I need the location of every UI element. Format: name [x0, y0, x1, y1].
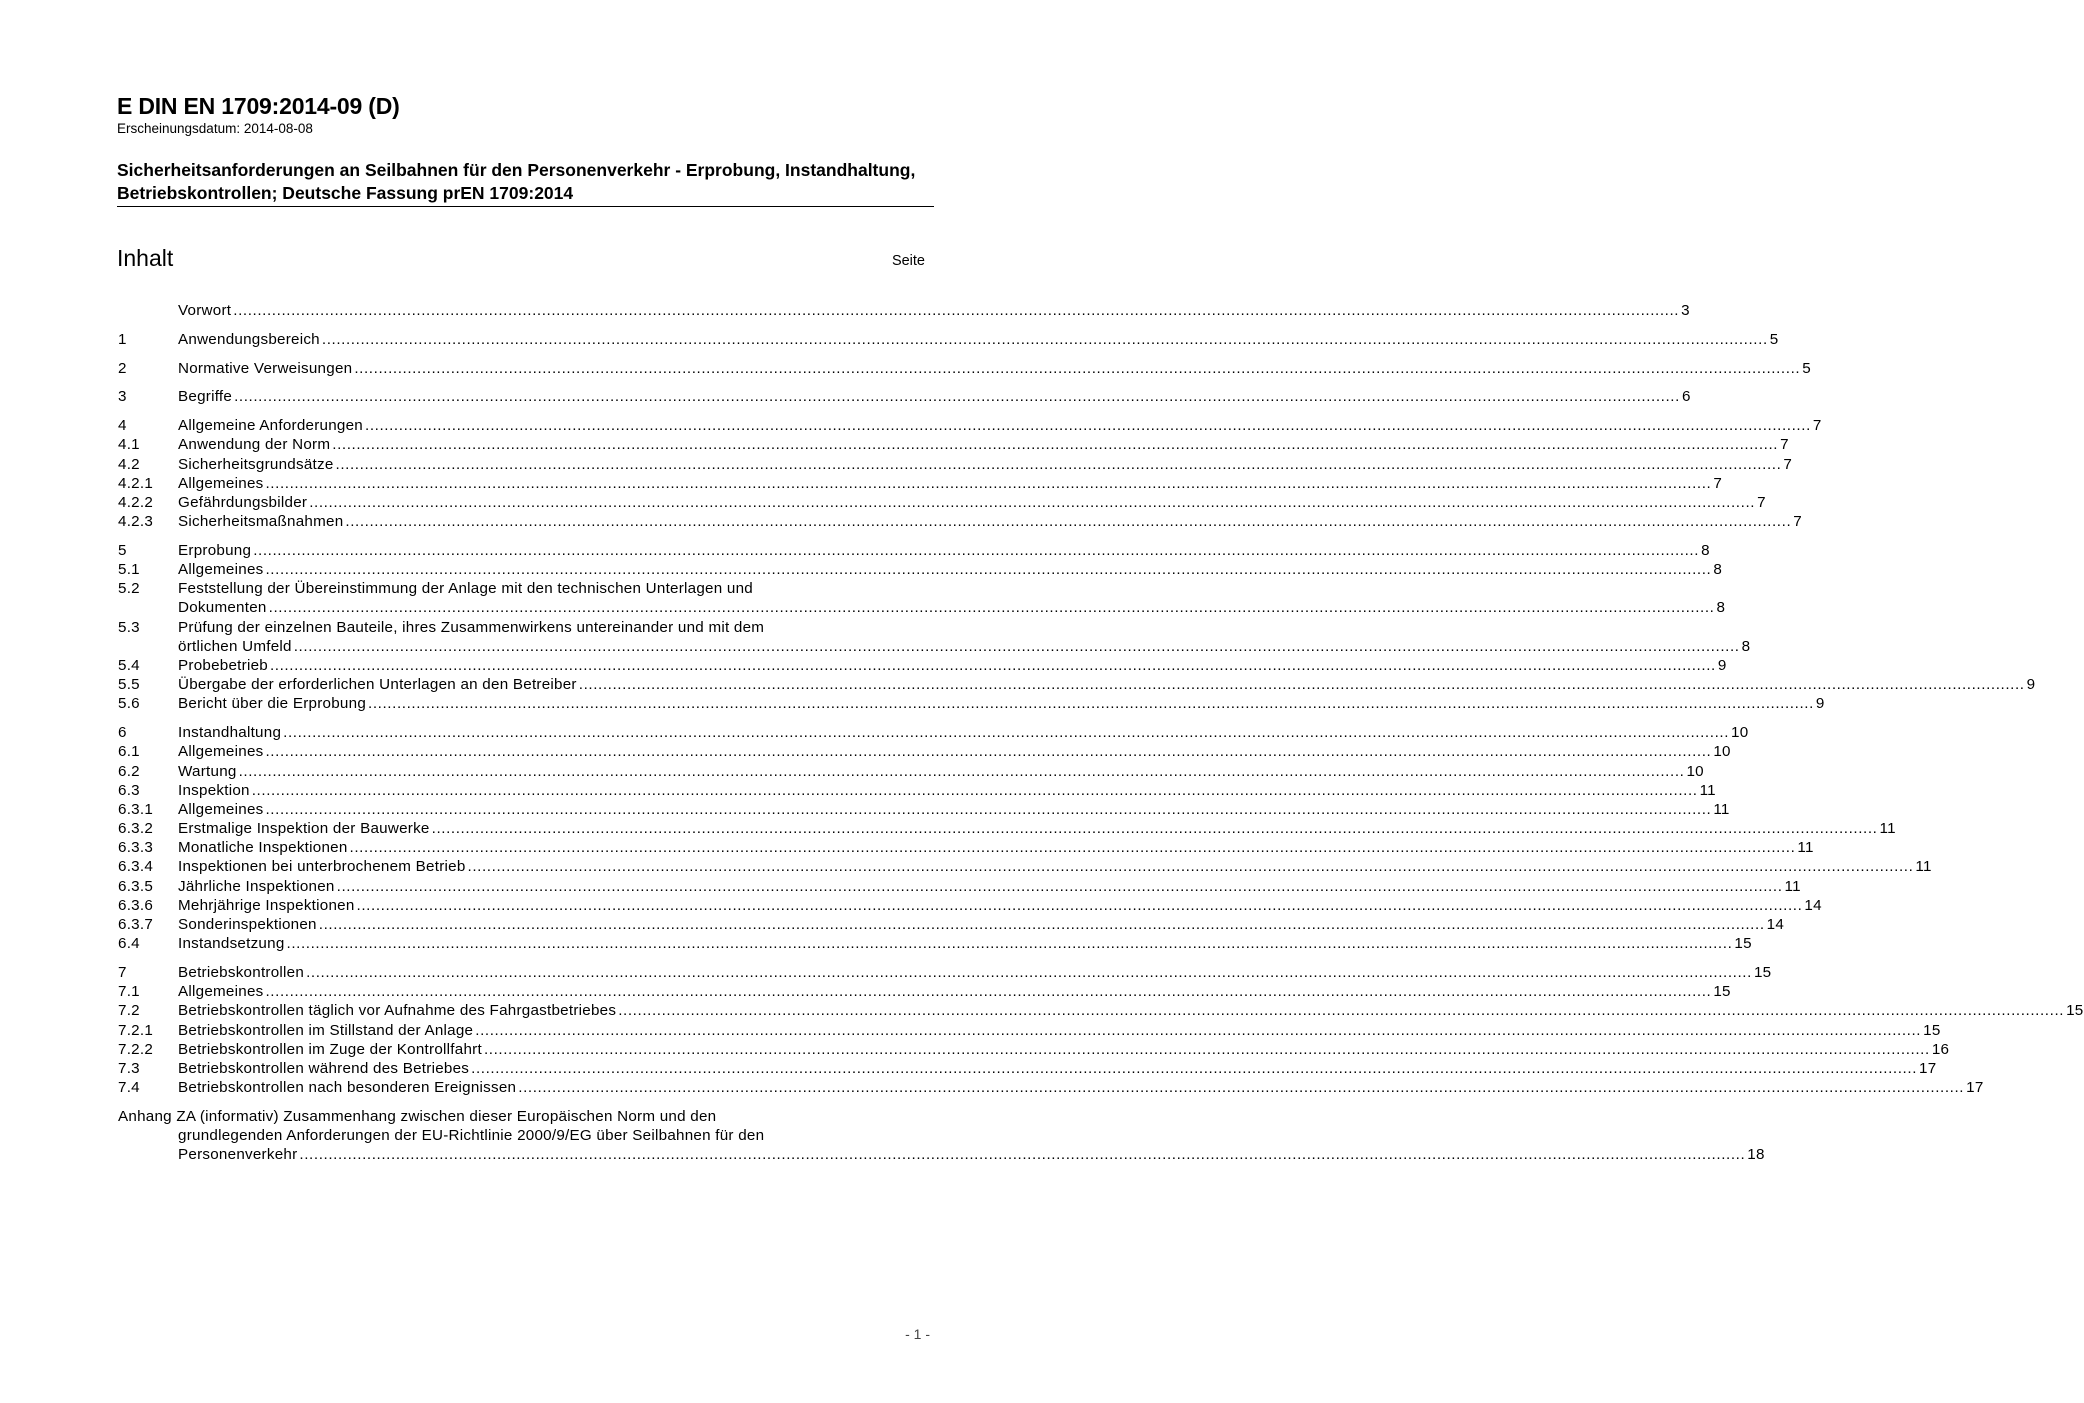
section-title: Jährliche Inspektionen — [178, 877, 335, 895]
section-title: Feststellung der Übereinstimmung der Anlage mit den technischen Unterlagen und — [178, 580, 754, 598]
section-page: 9 — [2026, 676, 2036, 694]
section-page: 5 — [1802, 359, 1811, 377]
dot-leader: ............................................................................................................................................................................................................................................................................................................ — [431, 820, 1878, 838]
section-number: 6.3.6 — [118, 896, 154, 914]
dot-leader: ............................................................................................................................................................................................................................................................................................................ — [335, 455, 1782, 473]
toc-group — [118, 301, 1690, 320]
section-title: Begriffe — [178, 388, 233, 406]
section-number: 5 — [118, 541, 127, 559]
section-title: Allgemeine Anforderungen — [178, 417, 364, 435]
section-title: Inspektionen bei unterbrochenem Betrieb — [178, 858, 466, 876]
section-title: Erprobung — [178, 541, 252, 559]
section-page: 7 — [1793, 513, 1802, 531]
dot-leader: ............................................................................................................................................................................................................................................................................................................ — [318, 916, 1765, 933]
toc-entry[interactable] — [118, 1001, 2084, 1020]
section-page: 10 — [1731, 724, 1749, 742]
section-number: 7 — [118, 963, 127, 981]
section-number: 5.2 — [118, 580, 140, 598]
section-page: 8 — [1713, 561, 1723, 579]
section-number: 5.5 — [118, 676, 140, 694]
section-number: 4.2.3 — [118, 513, 154, 531]
toc-heading: Inhalt — [117, 245, 174, 271]
dot-leader: ............................................................................................................................................................................................................................................................................................................ — [618, 1002, 2065, 1020]
dot-leader: ............................................................................................................................................................................................................................................................................................................ — [349, 839, 1796, 857]
dot-leader: ............................................................................................................................................................................................................................................................................................................ — [321, 330, 1768, 348]
section-number: 5.6 — [118, 695, 140, 713]
section-number: 6.3 — [118, 781, 140, 799]
toc-entry[interactable] — [118, 1078, 1984, 1097]
dot-leader: ............................................................................................................................................................................................................................................................................................................ — [299, 1146, 1746, 1164]
section-title: Sonderinspektionen — [178, 916, 317, 933]
toc-group — [118, 416, 1822, 531]
section-number: 7.2.1 — [118, 1021, 154, 1039]
section-page: 15 — [1713, 983, 1731, 1001]
section-title: Vorwort — [178, 302, 232, 319]
toc-entry[interactable] — [118, 857, 1932, 876]
toc-group — [118, 330, 1779, 349]
dot-leader: ............................................................................................................................................................................................................................................................................................................ — [234, 388, 1680, 406]
section-page: 6 — [1681, 388, 1691, 406]
section-page: 15 — [1753, 963, 1772, 981]
section-page: 7 — [1812, 417, 1822, 435]
section-number: 6 — [118, 724, 127, 742]
section-title: Allgemeines — [178, 743, 264, 761]
dot-leader: ............................................................................................................................................................................................................................................................................................................ — [269, 656, 1716, 674]
toc-entry-continuation[interactable] — [118, 598, 1726, 617]
section-number: 6.4 — [118, 935, 140, 953]
section-number: 4.1 — [118, 436, 140, 454]
section-page: 14 — [1766, 916, 1785, 933]
toc-entry[interactable] — [118, 781, 1716, 800]
section-page: 8 — [1701, 541, 1710, 559]
section-title: Betriebskontrollen — [178, 963, 305, 981]
dot-leader: ............................................................................................................................................................................................................................................................................................................ — [578, 676, 2025, 694]
section-title: Prüfung der einzelnen Bauteile, ihres Zusammenwirkens untereinander und mit dem — [178, 618, 765, 636]
dot-leader: ............................................................................................................................................................................................................................................................................................................ — [253, 541, 1700, 559]
toc-group — [118, 541, 2036, 714]
toc-entry[interactable] — [118, 387, 1691, 406]
dot-leader: ............................................................................................................................................................................................................................................................................................................ — [265, 474, 1712, 492]
toc-entry[interactable] — [118, 618, 930, 637]
section-number: 7.4 — [118, 1079, 140, 1097]
toc-group — [118, 963, 2084, 1097]
section-number: 7.2.2 — [118, 1040, 154, 1058]
section-title: Instandhaltung — [178, 724, 282, 742]
section-title: Betriebskontrollen im Zuge der Kontrollfahrt — [178, 1040, 482, 1058]
toc-group — [118, 387, 1691, 406]
section-title: Monatliche Inspektionen — [178, 839, 348, 857]
dot-leader: ............................................................................................................................................................................................................................................................................................................ — [518, 1079, 1965, 1097]
dot-leader: ............................................................................................................................................................................................................................................................................................................ — [265, 983, 1712, 1001]
section-page: 14 — [1804, 896, 1822, 914]
toc-entry[interactable] — [118, 934, 1752, 953]
section-page: 7 — [1783, 455, 1793, 473]
section-title: Bericht über die Erprobung — [178, 695, 367, 713]
section-title: Anwendungsbereich — [178, 330, 320, 348]
dot-leader: ............................................................................................................................................................................................................................................................................................................ — [286, 935, 1733, 953]
toc-annex[interactable] — [118, 1107, 1765, 1165]
dot-leader: ............................................................................................................................................................................................................................................................................................................ — [365, 417, 1811, 435]
section-title: Betriebskontrollen nach besonderen Ereignissen — [178, 1079, 517, 1097]
toc-entry[interactable] — [118, 1021, 1941, 1040]
section-title: Allgemeines — [178, 800, 264, 818]
section-number: 4.2 — [118, 455, 140, 473]
section-page: 11 — [1879, 820, 1896, 838]
section-number: 7.1 — [118, 983, 140, 1001]
section-number: 2 — [118, 359, 127, 377]
toc-entry[interactable] — [118, 541, 1710, 560]
document-title: E DIN EN 1709:2014-09 (D) — [117, 93, 400, 119]
section-title: Wartung — [178, 762, 237, 780]
toc-entry[interactable] — [118, 656, 1727, 675]
annex-line — [118, 1145, 1765, 1164]
section-page: 10 — [1713, 743, 1731, 761]
section-title: Gefährdungsbilder — [178, 493, 308, 511]
dot-leader: ............................................................................................................................................................................................................................................................................................................ — [309, 493, 1756, 511]
section-page: 3 — [1681, 302, 1690, 319]
annex-page: 18 — [1747, 1146, 1765, 1164]
dot-leader: ............................................................................................................................................................................................................................................................................................................ — [467, 858, 1914, 876]
section-number: 4 — [118, 417, 127, 435]
section-number: 6.1 — [118, 743, 140, 761]
section-title: Erstmalige Inspektion der Bauwerke — [178, 820, 430, 838]
section-number: 3 — [118, 388, 127, 406]
dot-leader: ............................................................................................................................................................................................................................................................................................................ — [268, 599, 1715, 617]
dot-leader: ............................................................................................................................................................................................................................................................................................................ — [265, 561, 1712, 579]
dot-leader: ............................................................................................................................................................................................................................................................................................................ — [306, 963, 1752, 981]
table-of-contents — [118, 301, 2084, 1164]
annex-title: grundlegenden Anforderungen der EU-Richtlinie 2000/9/EG über Seilbahnen für den — [178, 1127, 765, 1145]
annex-title: Personenverkehr — [178, 1146, 298, 1164]
toc-entry[interactable] — [118, 723, 1749, 742]
page-number: - 1 - — [905, 1326, 930, 1342]
dot-leader: ............................................................................................................................................................................................................................................................................................................ — [483, 1040, 1930, 1058]
section-number: 5.3 — [118, 618, 140, 636]
section-number — [118, 301, 178, 320]
dot-leader: ............................................................................................................................................................................................................................................................................................................ — [368, 695, 1814, 713]
annex-line — [118, 1126, 930, 1145]
section-page: 15 — [1734, 935, 1752, 953]
publication-date: Erscheinungsdatum: 2014-08-08 — [117, 121, 313, 136]
section-number: 6.3.4 — [118, 858, 154, 876]
toc-entry[interactable] — [118, 435, 1789, 454]
section-number: 7.3 — [118, 1059, 140, 1077]
section-page: 17 — [1919, 1059, 1937, 1077]
toc-entry[interactable] — [118, 493, 1766, 512]
title-rule — [117, 206, 934, 207]
section-title-continuation: örtlichen Umfeld — [178, 637, 292, 655]
toc-entry[interactable] — [118, 1040, 1950, 1059]
section-number: 6.3.7 — [118, 916, 154, 933]
toc-entry[interactable] — [118, 359, 1811, 378]
toc-entry[interactable] — [118, 877, 1801, 896]
toc-entry[interactable] — [118, 579, 930, 598]
section-title: Normative Verweisungen — [178, 359, 353, 377]
dot-leader: ............................................................................................................................................................................................................................................................................................................ — [265, 743, 1712, 761]
section-title: Probebetrieb — [178, 656, 268, 674]
toc-entry[interactable] — [118, 560, 1723, 579]
section-title: Sicherheitsmaßnahmen — [178, 513, 344, 531]
section-number: 6.3.1 — [118, 800, 154, 818]
dot-leader: ............................................................................................................................................................................................................................................................................................................ — [233, 302, 1680, 319]
dot-leader: ............................................................................................................................................................................................................................................................................................................ — [471, 1059, 1918, 1077]
section-page: 17 — [1966, 1079, 1984, 1097]
toc-entry[interactable] — [118, 896, 1822, 915]
section-number: 6.3.2 — [118, 820, 154, 838]
section-number: 4.2.2 — [118, 493, 154, 511]
section-title: Übergabe der erforderlichen Unterlagen an den Betreiber — [178, 676, 577, 694]
dot-leader: ............................................................................................................................................................................................................................................................................................................ — [475, 1021, 1922, 1039]
section-page: 8 — [1741, 637, 1751, 655]
toc-entry[interactable] — [118, 301, 1690, 320]
dot-leader: ............................................................................................................................................................................................................................................................................................................ — [356, 896, 1803, 914]
section-page: 7 — [1713, 474, 1723, 492]
section-title: Allgemeines — [178, 561, 264, 579]
section-number: 6.3.5 — [118, 877, 154, 895]
section-page: 7 — [1780, 436, 1789, 454]
toc-entry[interactable] — [118, 416, 1822, 435]
section-page: 11 — [1915, 858, 1932, 876]
section-title: Betriebskontrollen täglich vor Aufnahme des Fahrgastbetriebes — [178, 1002, 617, 1020]
toc-entry[interactable] — [118, 762, 1704, 781]
dot-leader: ............................................................................................................................................................................................................................................................................................................ — [336, 877, 1783, 895]
section-page: 8 — [1716, 599, 1726, 617]
section-number: 4.2.1 — [118, 474, 154, 492]
section-title: Anwendung der Norm — [178, 436, 331, 454]
section-page: 9 — [1815, 695, 1825, 713]
section-number: 5.4 — [118, 656, 140, 674]
dot-leader: ............................................................................................................................................................................................................................................................................................................ — [332, 436, 1779, 454]
toc-entry[interactable] — [118, 455, 1793, 474]
toc-entry[interactable] — [118, 963, 1772, 982]
toc-entry[interactable] — [118, 838, 1814, 857]
dot-leader: ............................................................................................................................................................................................................................................................................................................ — [345, 513, 1792, 531]
toc-entry[interactable] — [118, 742, 1731, 761]
section-page: 7 — [1757, 493, 1766, 511]
section-page: 11 — [1784, 877, 1801, 895]
toc-entry[interactable] — [118, 512, 1802, 531]
toc-entry[interactable] — [118, 1059, 1937, 1078]
annex-line — [118, 1107, 930, 1126]
section-title: Allgemeines — [178, 983, 264, 1001]
toc-entry[interactable] — [118, 330, 1779, 349]
section-number: 7.2 — [118, 1002, 140, 1020]
page-column-label: Seite — [891, 253, 925, 269]
dot-leader: ............................................................................................................................................................................................................................................................................................................ — [283, 724, 1730, 742]
section-title: Betriebskontrollen im Stillstand der Anlage — [178, 1021, 474, 1039]
section-page: 15 — [2066, 1002, 2084, 1020]
section-page: 5 — [1769, 330, 1779, 348]
section-page: 11 — [1699, 781, 1716, 799]
section-number: 6.3.3 — [118, 839, 154, 857]
section-page: 15 — [1923, 1021, 1941, 1039]
dot-leader: ............................................................................................................................................................................................................................................................................................................ — [238, 762, 1685, 780]
section-number: 1 — [118, 330, 127, 348]
toc-group — [118, 359, 1811, 378]
toc-entry[interactable] — [118, 915, 1785, 934]
section-title: Instandsetzung — [178, 935, 285, 953]
toc-entry[interactable] — [118, 675, 2036, 694]
annex-title: Anhang ZA (informativ) Zusammenhang zwischen dieser Europäischen Norm und den — [118, 1107, 717, 1125]
toc-entry[interactable] — [118, 819, 1896, 838]
section-page: 16 — [1931, 1040, 1950, 1058]
section-title: Inspektion — [178, 781, 250, 799]
dot-leader: ............................................................................................................................................................................................................................................................................................................ — [354, 359, 1801, 377]
section-title: Mehrjährige Inspektionen — [178, 896, 355, 914]
toc-entry[interactable] — [118, 474, 1723, 493]
toc-entry[interactable] — [118, 800, 1730, 819]
dot-leader: ............................................................................................................................................................................................................................................................................................................ — [293, 637, 1740, 655]
toc-entry[interactable] — [118, 982, 1731, 1001]
dot-leader: ............................................................................................................................................................................................................................................................................................................ — [265, 800, 1712, 818]
section-page: 11 — [1713, 800, 1730, 818]
document-subtitle: Sicherheitsanforderungen an Seilbahnen für den Personenverkehr - Erprobung, Instandhaltung, Betriebskontrollen; Deutsche Fassung prEN 1709:2014 — [117, 160, 916, 203]
toc-entry-continuation[interactable] — [118, 637, 1751, 656]
section-title: Sicherheitsgrundsätze — [178, 455, 334, 473]
section-title: Allgemeines — [178, 474, 264, 492]
section-page: 9 — [1717, 656, 1727, 674]
section-title-continuation: Dokumenten — [178, 599, 267, 617]
section-page: 11 — [1797, 839, 1814, 857]
toc-entry[interactable] — [118, 694, 1825, 713]
section-number: 5.1 — [118, 561, 140, 579]
section-title: Betriebskontrollen während des Betriebes — [178, 1059, 470, 1077]
section-page: 10 — [1686, 762, 1704, 780]
dot-leader: ............................................................................................................................................................................................................................................................................................................ — [251, 781, 1698, 799]
toc-group — [118, 723, 1932, 953]
section-number: 6.2 — [118, 762, 140, 780]
